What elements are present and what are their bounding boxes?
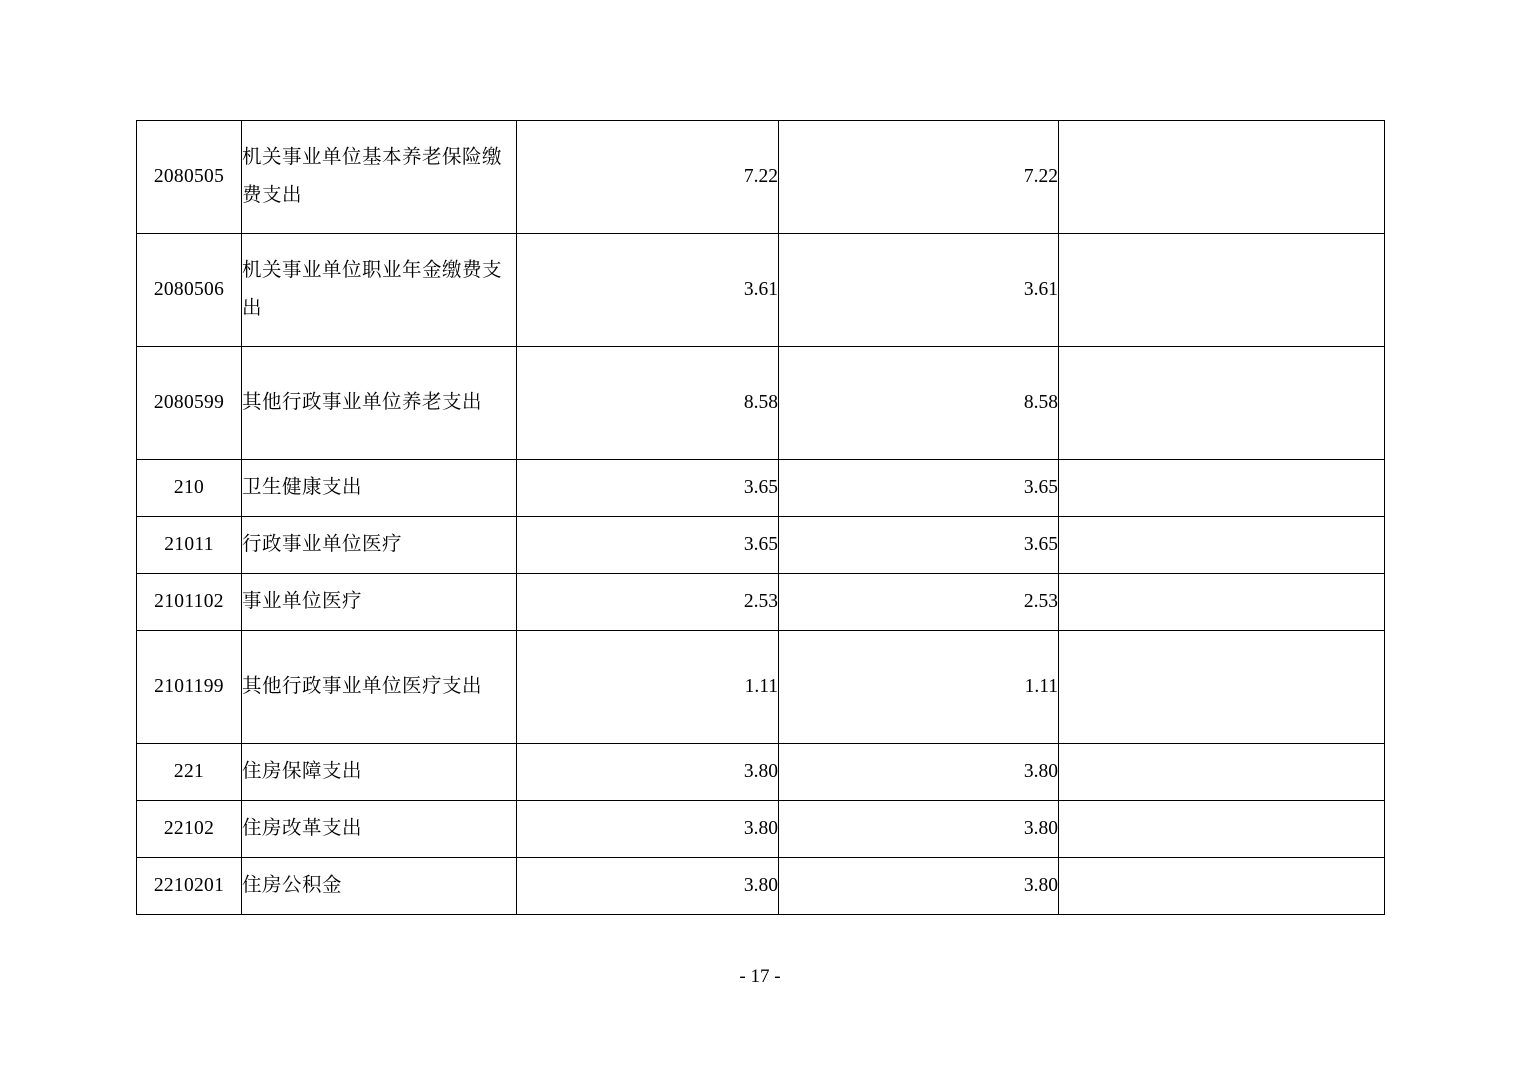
cell-total: 3.80	[517, 801, 779, 858]
cell-project-expenditure	[1059, 517, 1385, 574]
cell-subject-name: 机关事业单位基本养老保险缴费支出	[242, 121, 517, 234]
cell-project-expenditure	[1059, 801, 1385, 858]
cell-total: 3.80	[517, 744, 779, 801]
cell-project-expenditure	[1059, 574, 1385, 631]
table-row	[137, 121, 1385, 234]
cell-subject-name: 卫生健康支出	[242, 460, 517, 517]
cell-basic-expenditure: 3.80	[779, 801, 1059, 858]
cell-subject-code: 2101199	[137, 631, 242, 744]
cell-subject-code: 2080599	[137, 347, 242, 460]
cell-subject-code: 2080506	[137, 234, 242, 347]
cell-total: 1.11	[517, 631, 779, 744]
cell-subject-code: 2080505	[137, 121, 242, 234]
cell-basic-expenditure: 2.53	[779, 574, 1059, 631]
table-row	[137, 234, 1385, 347]
cell-basic-expenditure: 3.61	[779, 234, 1059, 347]
cell-subject-code: 210	[137, 460, 242, 517]
budget-expenditure-table	[136, 120, 1385, 915]
cell-basic-expenditure: 8.58	[779, 347, 1059, 460]
cell-total: 3.65	[517, 460, 779, 517]
cell-subject-name: 机关事业单位职业年金缴费支出	[242, 234, 517, 347]
cell-basic-expenditure: 3.65	[779, 460, 1059, 517]
table-row	[137, 460, 1385, 517]
table-row	[137, 517, 1385, 574]
cell-basic-expenditure: 3.65	[779, 517, 1059, 574]
table-row	[137, 744, 1385, 801]
budget-table-container	[136, 120, 1384, 915]
cell-project-expenditure	[1059, 347, 1385, 460]
cell-subject-code: 2210201	[137, 858, 242, 915]
cell-subject-name: 住房公积金	[242, 858, 517, 915]
cell-subject-name: 事业单位医疗	[242, 574, 517, 631]
cell-project-expenditure	[1059, 744, 1385, 801]
page-number: - 17 -	[739, 966, 781, 987]
cell-total: 3.61	[517, 234, 779, 347]
cell-total: 3.80	[517, 858, 779, 915]
cell-subject-name: 行政事业单位医疗	[242, 517, 517, 574]
cell-project-expenditure	[1059, 460, 1385, 517]
cell-subject-name: 住房保障支出	[242, 744, 517, 801]
cell-subject-name: 其他行政事业单位医疗支出	[242, 631, 517, 744]
cell-basic-expenditure: 3.80	[779, 744, 1059, 801]
table-row	[137, 347, 1385, 460]
cell-subject-code: 221	[137, 744, 242, 801]
cell-basic-expenditure: 7.22	[779, 121, 1059, 234]
cell-subject-name: 其他行政事业单位养老支出	[242, 347, 517, 460]
cell-subject-code: 2101102	[137, 574, 242, 631]
table-row	[137, 574, 1385, 631]
cell-subject-code: 21011	[137, 517, 242, 574]
cell-project-expenditure	[1059, 234, 1385, 347]
cell-total: 7.22	[517, 121, 779, 234]
table-row	[137, 631, 1385, 744]
cell-project-expenditure	[1059, 121, 1385, 234]
cell-basic-expenditure: 1.11	[779, 631, 1059, 744]
table-row	[137, 801, 1385, 858]
cell-subject-name: 住房改革支出	[242, 801, 517, 858]
cell-total: 3.65	[517, 517, 779, 574]
cell-project-expenditure	[1059, 858, 1385, 915]
cell-project-expenditure	[1059, 631, 1385, 744]
table-row	[137, 858, 1385, 915]
cell-total: 8.58	[517, 347, 779, 460]
cell-subject-code: 22102	[137, 801, 242, 858]
cell-total: 2.53	[517, 574, 779, 631]
cell-basic-expenditure: 3.80	[779, 858, 1059, 915]
